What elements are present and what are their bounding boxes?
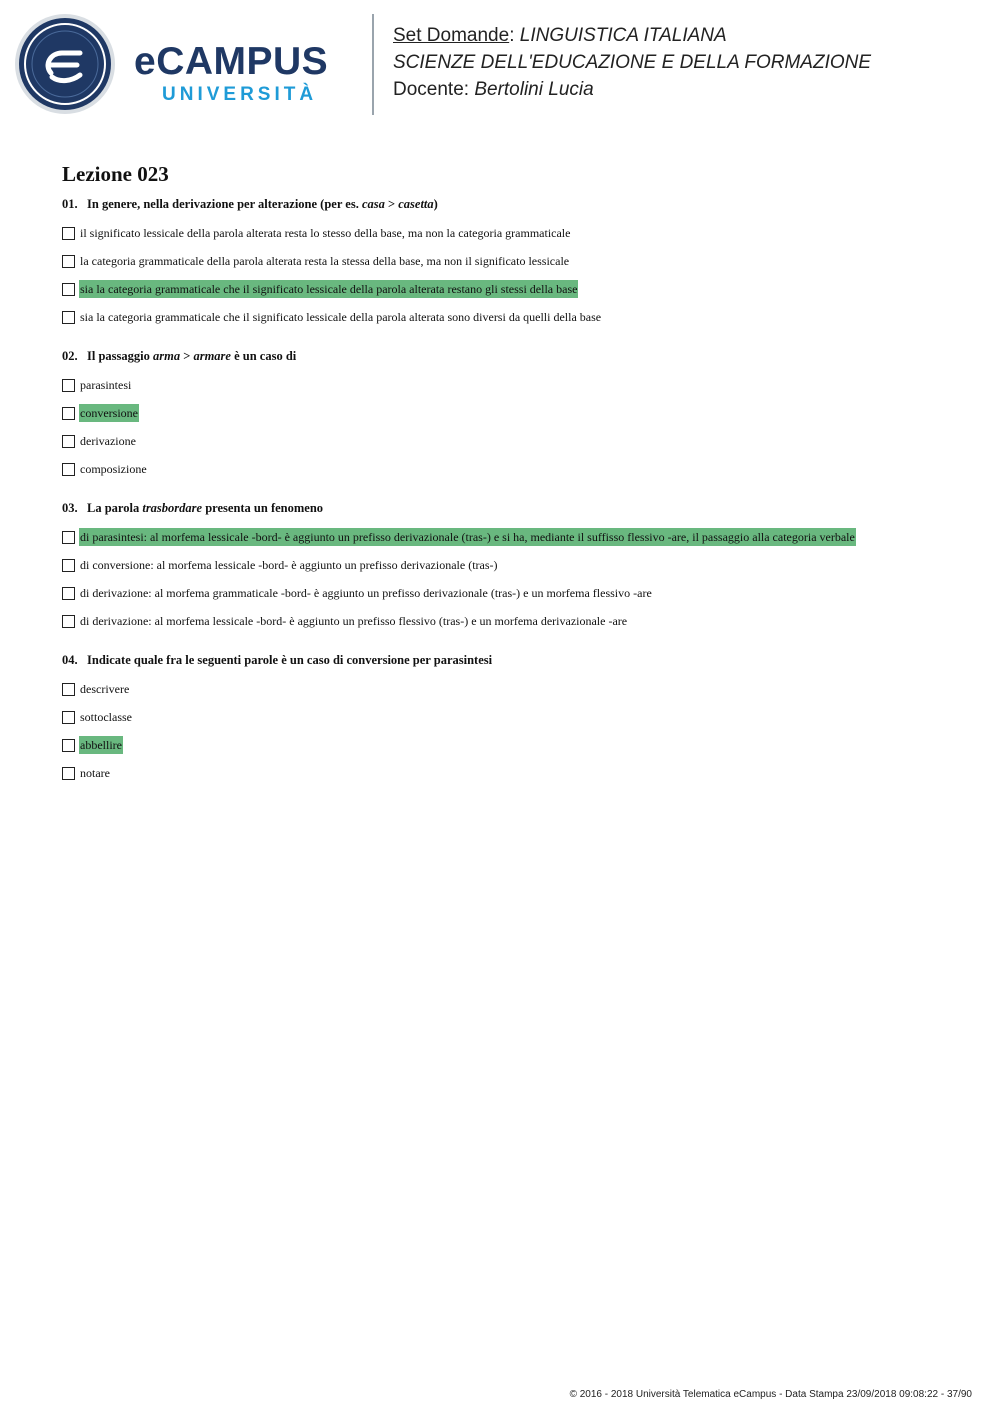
faculty-line (393, 49, 871, 76)
question-title (62, 196, 962, 212)
question-text-part: presenta un fenomeno (202, 501, 324, 515)
answer-option[interactable] (62, 275, 962, 303)
ecampus-seal-logo (14, 13, 116, 115)
set-separator: : (509, 25, 520, 46)
set-label: Set Domande (393, 25, 510, 46)
question-list (62, 196, 962, 787)
answer-option[interactable] (62, 427, 962, 455)
answer-text: la categoria grammaticale della parola alterata resta la stessa della base, ma non il significato lessicale (80, 254, 570, 268)
answer-text: composizione (80, 462, 147, 476)
correct-answer-text: conversione (80, 406, 138, 420)
question-title (62, 652, 962, 668)
header-info (393, 22, 871, 103)
question-text-part: ) (433, 197, 438, 211)
brand-subtitle: UNIVERSITÀ (162, 84, 318, 105)
answer-text: sia la categoria grammaticale che il significato lessicale della parola alterata sono diversi da quelli della base (80, 310, 602, 324)
answer-text: derivazione (80, 434, 136, 448)
answer-text: di conversione: al morfema lessicale -bord- è aggiunto un prefisso derivazionale (tras-) (80, 558, 498, 572)
question-text-part: è un caso di (230, 349, 297, 363)
answer-checkbox[interactable] (62, 311, 75, 324)
question-text-part: arma (153, 349, 181, 363)
docente-line (393, 76, 871, 103)
answer-text: sottoclasse (80, 710, 132, 724)
answer-text: parasintesi (80, 378, 132, 392)
page-footer: © 2016 - 2018 Università Telematica eCampus - Data Stampa 23/09/2018 09:08:22 - 37/90 (569, 1389, 972, 1400)
answer-text: il significato lessicale della parola alterata resta lo stesso della base, ma non la categoria grammaticale (80, 226, 571, 240)
correct-answer-text: di parasintesi: al morfema lessicale -bord- è aggiunto un prefisso derivazionale (tras-) e si ha, mediante il suffisso flessivo -are, il passaggio alla categoria verbale (80, 530, 855, 544)
question-block (62, 500, 962, 635)
correct-answer-text: sia la categoria grammaticale che il significato lessicale della parola alterata restano gli stessi della base (80, 282, 578, 296)
page-header (0, 0, 1000, 130)
answer-text: notare (80, 766, 110, 780)
answer-checkbox[interactable] (62, 615, 75, 628)
answer-checkbox[interactable] (62, 463, 75, 476)
question-text-part: Indicate quale fra le seguenti parole è un caso di conversione per parasintesi (87, 653, 493, 667)
answer-checkbox[interactable] (62, 531, 75, 544)
answer-option[interactable] (62, 731, 962, 759)
question-number: 03. (62, 501, 78, 515)
answer-option[interactable] (62, 759, 962, 787)
course-name: LINGUISTICA ITALIANA (519, 25, 727, 46)
faculty-name: SCIENZE DELL'EDUCAZIONE E DELLA FORMAZIONE (393, 52, 872, 73)
answer-option[interactable] (62, 607, 962, 635)
question-text-part: casetta (398, 197, 434, 211)
answer-option[interactable] (62, 371, 962, 399)
answer-option[interactable] (62, 551, 962, 579)
answer-option[interactable] (62, 303, 962, 331)
answer-option[interactable] (62, 523, 962, 551)
question-text-part: Il passaggio (87, 349, 153, 363)
answer-checkbox[interactable] (62, 255, 75, 268)
answer-checkbox[interactable] (62, 559, 75, 572)
docente-label: Docente: (393, 79, 475, 100)
answer-text: descrivere (80, 682, 130, 696)
answer-text: di derivazione: al morfema lessicale -bord- è aggiunto un prefisso flessivo (tras-) e un morfema derivazionale -are (80, 614, 628, 628)
answer-checkbox[interactable] (62, 683, 75, 696)
answer-checkbox[interactable] (62, 379, 75, 392)
docente-name: Bertolini Lucia (474, 79, 594, 100)
question-text-part: casa (361, 197, 385, 211)
lesson-content (62, 160, 962, 804)
question-number: 01. (62, 197, 78, 211)
question-text-part: armare (193, 349, 231, 363)
answer-option[interactable] (62, 455, 962, 483)
question-text-part: trasbordare (142, 501, 203, 515)
answer-checkbox[interactable] (62, 739, 75, 752)
question-block (62, 196, 962, 331)
ecampus-wordmark (134, 40, 359, 115)
answer-option[interactable] (62, 399, 962, 427)
question-title (62, 500, 962, 516)
answer-option[interactable] (62, 219, 962, 247)
question-number: 02. (62, 349, 78, 363)
answer-checkbox[interactable] (62, 767, 75, 780)
question-title (62, 348, 962, 364)
answer-checkbox[interactable] (62, 407, 75, 420)
answer-checkbox[interactable] (62, 227, 75, 240)
question-block (62, 348, 962, 483)
answer-checkbox[interactable] (62, 435, 75, 448)
answer-checkbox[interactable] (62, 587, 75, 600)
question-block (62, 652, 962, 787)
header-divider (372, 14, 374, 115)
answer-option[interactable] (62, 247, 962, 275)
correct-answer-text: abbellire (80, 738, 122, 752)
answer-option[interactable] (62, 579, 962, 607)
question-text-part: In genere, nella derivazione per alterazione (per es. (87, 197, 362, 211)
answer-option[interactable] (62, 675, 962, 703)
lesson-title: Lezione 023 (62, 162, 169, 186)
question-text-part: > (384, 197, 399, 211)
answer-option[interactable] (62, 703, 962, 731)
set-line (393, 22, 871, 49)
question-number: 04. (62, 653, 78, 667)
question-text-part: > (180, 349, 194, 363)
brand-name: eCAMPUS (134, 40, 329, 83)
answer-text: di derivazione: al morfema grammaticale -bord- è aggiunto un prefisso derivazionale (tras-) e un morfema flessivo -are (80, 586, 652, 600)
answer-checkbox[interactable] (62, 283, 75, 296)
answer-checkbox[interactable] (62, 711, 75, 724)
question-text-part: La parola (87, 501, 143, 515)
